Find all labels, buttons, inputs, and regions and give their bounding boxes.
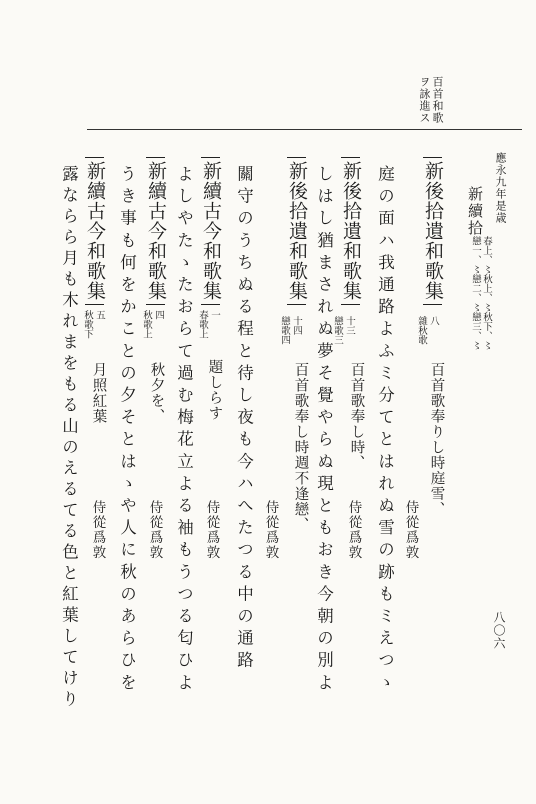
headnote: 月照紅葉	[90, 362, 107, 424]
page-number: 八〇六	[492, 611, 506, 650]
headnote: 題しらす	[206, 359, 223, 421]
section-number: 十四	[290, 316, 302, 335]
collection-title: 新後拾遺和歌集	[287, 157, 306, 305]
section-number: 四	[152, 310, 164, 320]
collection-title: 新續古今和歌集	[146, 157, 165, 305]
anthology-sections-b: 戀一、〻戀二、〻戀三、〻	[469, 236, 481, 350]
section-number: 一	[208, 310, 220, 320]
headnote: 秋夕を、	[148, 362, 165, 424]
section-name: 春歌上	[196, 310, 208, 339]
header-note-line-1: 百首和歌	[431, 76, 444, 124]
section-name: 戀歌四	[278, 316, 290, 345]
section-name: 秋歌下	[81, 310, 93, 339]
author: 侍從爲敦	[146, 500, 163, 560]
header-note-line-2: ヲ詠進ス	[418, 76, 431, 124]
poem: よしやたゝたおらて過む梅花立よる袖もうつる匂ひよ	[174, 165, 194, 696]
poem: 關守のうちぬる程と待し夜も今ハへたつる中の通路	[234, 165, 254, 674]
poem: 露ならら月も木れまをもる山のえるてる色と紅葉してけり	[59, 165, 79, 711]
anthology-sections-a: 春上、〻秋上、〻秋下、〻	[480, 236, 492, 350]
section-number: 五	[93, 310, 105, 320]
anthology-name: 新續拾	[466, 186, 484, 237]
header-rule	[87, 129, 522, 130]
section-number: 八	[427, 316, 439, 326]
section-number: 十三	[343, 316, 355, 335]
headnote: 百首歌奉し時週不逢戀、	[292, 362, 309, 533]
author: 侍從爲敦	[402, 500, 419, 560]
headnote: 百首歌奉し時、	[348, 362, 365, 471]
author: 侍從爲敦	[345, 500, 362, 560]
poem: しはし猶まされぬ夢そ覺やらぬ現ともおき今朝の別よ	[314, 165, 334, 696]
section-name: 戀歌三	[331, 316, 343, 345]
collection-title: 新續古今和歌集	[201, 157, 220, 305]
poem: うき事も何をかことの夕そとはゝや人に秋のあらひを	[117, 165, 137, 696]
collection-title: 新後拾遺和歌集	[341, 157, 360, 305]
section-name: 雜秋歌	[415, 316, 427, 345]
year-heading: 應永九年是歳	[494, 152, 507, 224]
section-name: 秋歌上	[140, 310, 152, 339]
author: 侍從爲敦	[203, 500, 220, 560]
collection-title: 新後拾遺和歌集	[423, 157, 442, 305]
author: 侍從爲敦	[262, 500, 279, 560]
headnote: 百首歌奉りし時庭雪、	[428, 362, 445, 517]
author: 侍從爲敦	[89, 500, 106, 560]
poem: 庭の面ハ我通路よふミ分てとはれぬ雪の跡もミえつゝ	[375, 165, 395, 696]
collection-title: 新續古今和歌集	[85, 157, 104, 305]
